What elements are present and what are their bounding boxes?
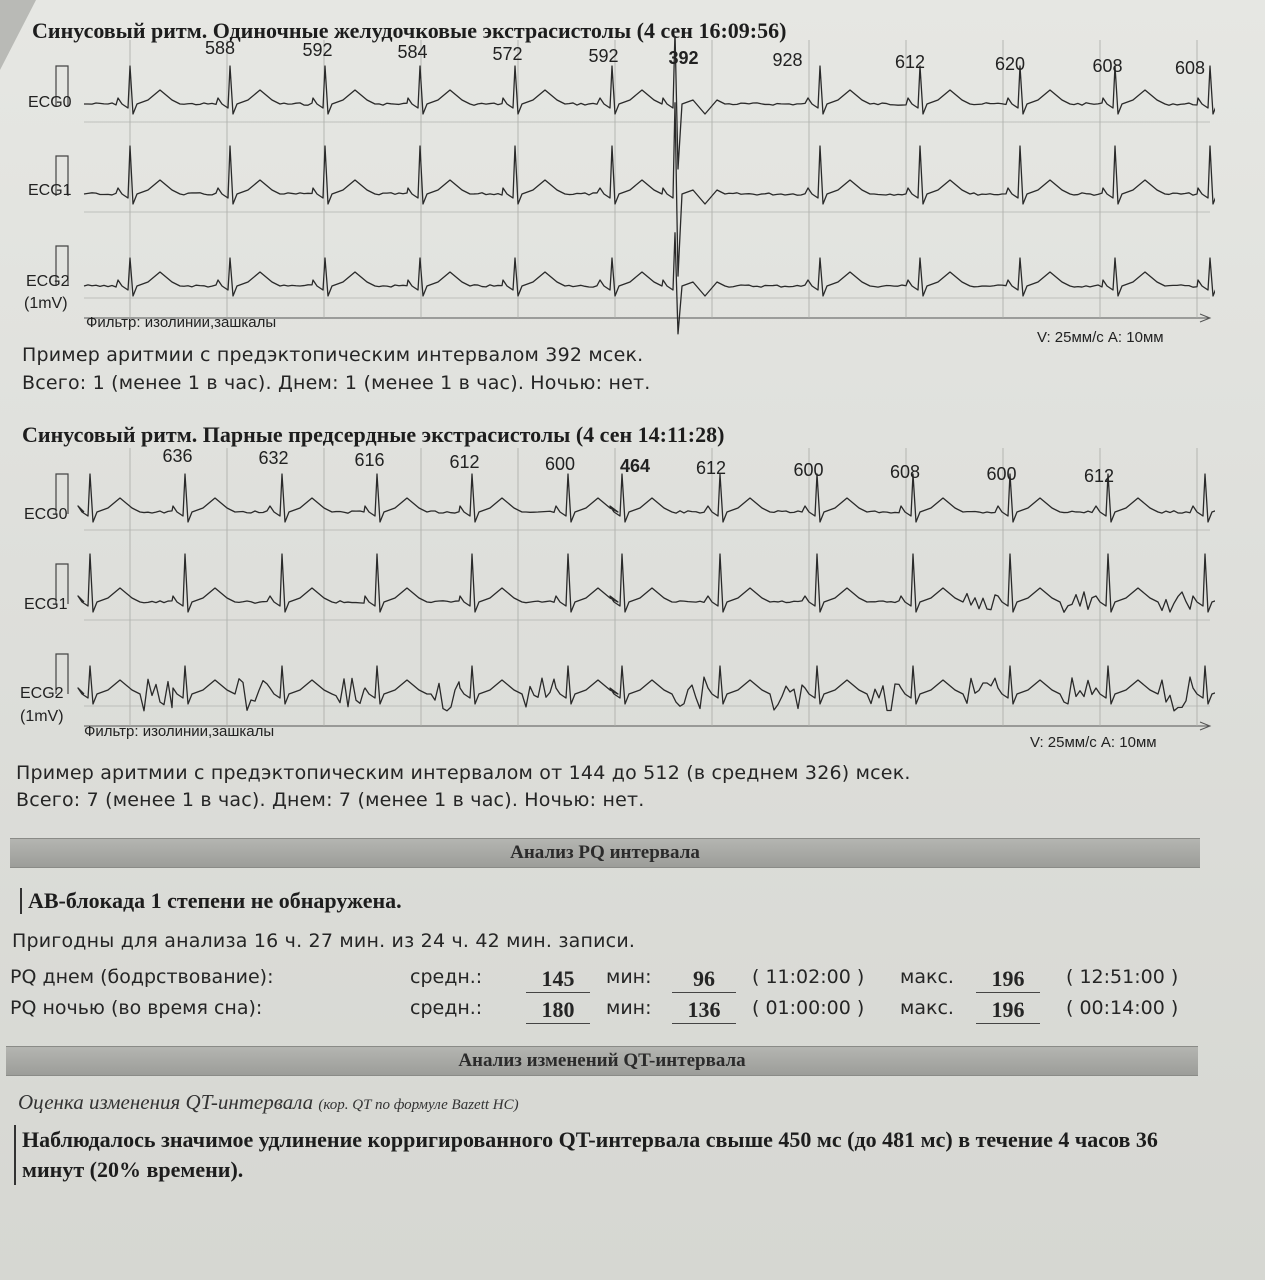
ecg-trace-ecg2 xyxy=(78,666,1215,711)
ecg-trace-ecg0 xyxy=(84,36,1215,169)
pq-day-min: 96 xyxy=(672,966,736,993)
pq-night-avg: 180 xyxy=(526,997,590,1024)
pq-section-bar xyxy=(10,838,1200,868)
rr-interval-label: 632 xyxy=(258,448,289,468)
avg-label: средн.: xyxy=(410,997,483,1019)
ecg-strip-1-graph xyxy=(20,36,1215,336)
rr-interval-label: 636 xyxy=(162,446,193,466)
rr-interval-label: 612 xyxy=(695,458,727,478)
pq-night-label: PQ ночью (во время сна): xyxy=(10,997,263,1019)
max-label: макс. xyxy=(900,997,954,1019)
pq-day-min-time: ( 11:02:00 ) xyxy=(752,966,865,988)
lead-label-ecg1: ECG1 xyxy=(28,182,72,199)
max-label: макс. xyxy=(900,966,954,988)
speed-label: V: 25мм/с A: 10мм xyxy=(1037,329,1164,346)
scale-label: (1mV) xyxy=(20,708,64,725)
pq-day-label: PQ днем (бодрствование): xyxy=(10,966,274,988)
rr-interval-label: 612 xyxy=(449,452,480,472)
pq-heading: АВ-блокада 1 степени не обнаружена. xyxy=(20,888,402,914)
rr-interval-label: 608 xyxy=(889,462,921,482)
rr-interval-label: 584 xyxy=(397,42,428,62)
qt-subtitle xyxy=(18,1090,519,1115)
rr-interval-label: 620 xyxy=(994,54,1026,74)
pq-day-max: 196 xyxy=(976,966,1040,993)
section2-note-line1: Пример аритмии с предэктопическим интервалом от 144 до 512 (в среднем 326) мсек. xyxy=(16,762,911,784)
rr-interval-label: 464 xyxy=(619,456,651,476)
section2-title: Синусовый ритм. Парные предсердные экстрасистолы (4 сен 14:11:28) xyxy=(22,422,725,447)
min-label: мин: xyxy=(606,997,652,1019)
filter-label: Фильтр: изолинии,зашкалы xyxy=(84,723,275,740)
pq-day-max-time: ( 12:51:00 ) xyxy=(1066,966,1179,988)
section1-note-line1: Пример аритмии с предэктопическим интервалом 392 мсек. xyxy=(22,344,644,366)
rr-interval-label: 612 xyxy=(1083,466,1115,486)
rr-interval-label: 616 xyxy=(354,450,385,470)
qt-conclusion: Наблюдалось значимое удлинение корригированного QT-интервала свыше 450 мс (до 481 мс) в течение 4 часов 36 минут (20% времени). xyxy=(14,1125,1172,1185)
rr-interval-label: 592 xyxy=(302,40,333,60)
lead-label-ecg0: ECG0 xyxy=(28,94,72,111)
rr-interval-label: 600 xyxy=(986,464,1017,484)
pq-night-max: 196 xyxy=(976,997,1040,1024)
pq-day-row xyxy=(10,966,1210,996)
pq-suitable: Пригодны для анализа 16 ч. 27 мин. из 24 ч. 42 мин. записи. xyxy=(12,930,636,952)
lead-label-ecg2: ECG2 xyxy=(20,685,64,702)
section1-title: Синусовый ритм. Одиночные желудочковые экстрасистолы (4 сен 16:09:56) xyxy=(32,18,787,43)
rr-interval-label: 592 xyxy=(588,46,619,66)
rr-interval-label: 928 xyxy=(772,50,803,70)
rr-interval-label: 572 xyxy=(492,44,523,64)
pq-night-row xyxy=(10,997,1210,1027)
pq-night-max-time: ( 00:14:00 ) xyxy=(1066,997,1179,1019)
qt-section-bar xyxy=(6,1046,1198,1076)
qt-subtitle-note: (кор. QT по формуле Bazett HC) xyxy=(318,1097,519,1113)
rr-interval-label: 588 xyxy=(204,38,236,58)
rr-interval-label: 608 xyxy=(1174,58,1206,78)
min-label: мин: xyxy=(606,966,652,988)
pq-day-avg: 145 xyxy=(526,966,590,993)
ecg-trace-ecg1 xyxy=(78,554,1215,612)
ecg-strip-2-graph xyxy=(20,444,1215,749)
pq-section-title: Анализ PQ интервала xyxy=(510,842,700,863)
ecg-strip-1 xyxy=(20,36,1215,346)
qt-subtitle-main: Оценка изменения QT-интервала xyxy=(18,1090,314,1114)
rr-interval-label: 600 xyxy=(793,460,824,480)
scale-label: (1mV) xyxy=(24,295,68,312)
rr-interval-label: 608 xyxy=(1092,56,1123,76)
qt-section-title: Анализ изменений QT-интервала xyxy=(458,1050,746,1071)
rr-interval-label: 600 xyxy=(544,454,576,474)
filter-label: Фильтр: изолинии,зашкалы xyxy=(86,314,277,331)
lead-label-ecg2: ECG2 xyxy=(26,273,70,290)
rr-interval-label: 392 xyxy=(668,48,699,68)
section1-note-line2: Всего: 1 (менее 1 в час). Днем: 1 (менее 1 в час). Ночью: нет. xyxy=(22,372,651,394)
lead-label-ecg0: ECG0 xyxy=(24,506,68,523)
ecg-trace-ecg0 xyxy=(78,474,1215,522)
pq-night-min-time: ( 01:00:00 ) xyxy=(752,997,865,1019)
section2-note-line2: Всего: 7 (менее 1 в час). Днем: 7 (менее 1 в час). Ночью: нет. xyxy=(16,789,645,811)
avg-label: средн.: xyxy=(410,966,483,988)
ecg-trace-ecg1 xyxy=(84,103,1215,276)
ecg-strip-2 xyxy=(20,444,1215,749)
rr-interval-label: 612 xyxy=(894,52,926,72)
pq-night-min: 136 xyxy=(672,997,736,1024)
speed-label: V: 25мм/с A: 10мм xyxy=(1030,734,1157,751)
lead-label-ecg1: ECG1 xyxy=(24,596,68,613)
